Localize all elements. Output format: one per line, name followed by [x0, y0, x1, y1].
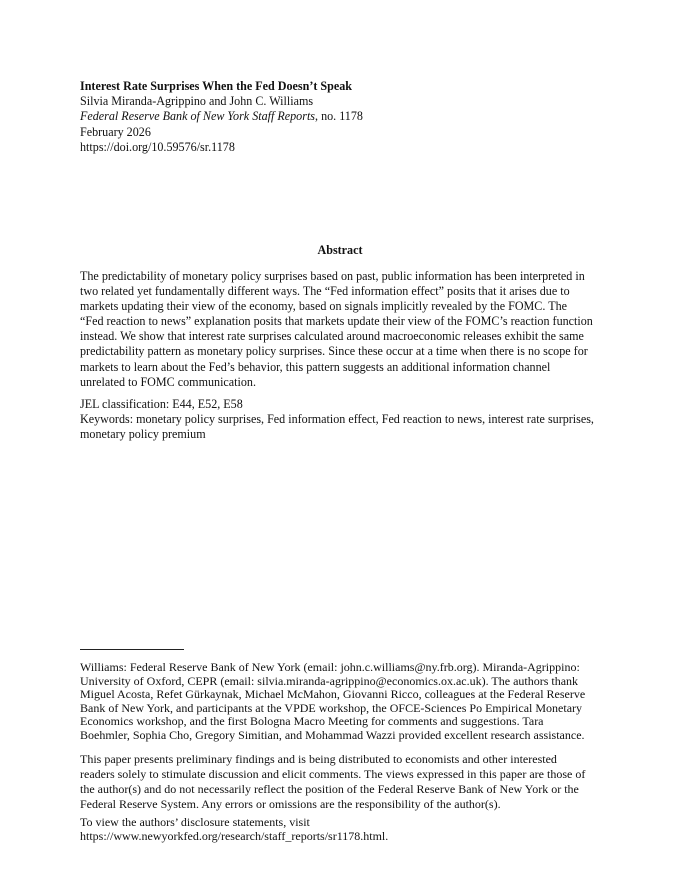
abstract-line: “Fed reaction to news” explanation posits that markets update their view of the FOMC’s reaction function: [80, 314, 593, 329]
abstract-line: two related yet fundamentally different ways. The “Fed information effect” posits that it arises due to: [80, 284, 570, 299]
footnote-line: Boehmler, Sophia Cho, Gregory Simitian, and Mohammad Wazzi provided excellent research assistance.: [80, 727, 585, 742]
paper-header: [80, 79, 602, 155]
footnote-line: the author(s) and do not necessarily reflect the position of the Federal Reserve Bank of New York or the: [80, 782, 579, 796]
affiliations-footnote: [80, 661, 602, 742]
paper-authors: Silvia Miranda-Agrippino and John C. Williams: [80, 94, 314, 109]
journal-number: , no. 1178: [315, 109, 363, 124]
paper-doi: https://doi.org/10.59576/sr.1178: [80, 139, 235, 154]
keywords-line: monetary policy premium: [80, 427, 206, 442]
abstract-line: markets to learn about the Fed’s behavior, this pattern suggests an additional information channel: [80, 359, 551, 374]
footnote-line: Miguel Acosta, Refet Gürkaynak, Michael McMahon, Giovanni Ricco, colleagues at the Federal Reserve: [80, 687, 586, 701]
footnote-line: University of Oxford, CEPR (email: silvia.miranda-agrippino@economics.ox.ac.uk). The authors thank: [80, 673, 579, 688]
footnote-line: Williams: Federal Reserve Bank of New York (email: john.c.williams@ny.frb.org). Miranda-Agrippino:: [80, 660, 580, 674]
abstract-line: predictability pattern as monetary policy surprises. Since these occur at a time when there is no scope for: [80, 344, 588, 359]
paper-date: February 2026: [80, 124, 151, 139]
footnote-divider: [80, 649, 184, 650]
footnote-line: Economics workshop, and the first Bologna Macro Meeting for comments and suggestions. Tara: [80, 714, 544, 728]
disclaimer-footnote: [80, 752, 602, 812]
disclosure-footnote: [80, 815, 602, 843]
footnote-line: Federal Reserve System. Any errors or omissions are the responsibility of the author(s).: [80, 797, 501, 811]
abstract-body: [80, 269, 602, 390]
disclosure-link[interactable]: https://www.newyorkfed.org/research/staff_reports/sr1178.html.: [80, 829, 389, 843]
jel-classification: JEL classification: E44, E52, E58: [80, 397, 243, 411]
paper-journal: [80, 109, 602, 124]
abstract-line: markets updating their view of the economy, based on signals implicitly revealed by the FOMC. The: [80, 299, 568, 314]
footnote-line: Bank of New York, and participants at the VPDE workshop, the OFCE-Sciences Po Empirical Monetary: [80, 700, 583, 715]
abstract-line: unrelated to FOMC communication.: [80, 374, 257, 389]
abstract-line: instead. We show that interest rate surprises calculated around macroeconomic releases exhibit the same: [80, 329, 584, 344]
footnote-line: readers solely to stimulate discussion and elicit comments. The views expressed in this paper are those of: [80, 767, 586, 781]
footnote-line: To view the authors’ disclosure statements, visit: [80, 815, 310, 829]
abstract-heading: Abstract: [317, 243, 363, 257]
footnote-line: This paper presents preliminary findings and is being distributed to economists and other interested: [80, 752, 557, 766]
journal-name: Federal Reserve Bank of New York Staff Reports: [80, 109, 316, 124]
keywords-line: Keywords: monetary policy surprises, Fed information effect, Fed reaction to news, interest rate surprises,: [80, 412, 594, 427]
paper-title: Interest Rate Surprises When the Fed Doesn’t Speak: [80, 79, 352, 93]
classification-block: [80, 397, 602, 442]
abstract-line: The predictability of monetary policy surprises based on past, public information has been interpreted in: [80, 269, 585, 283]
